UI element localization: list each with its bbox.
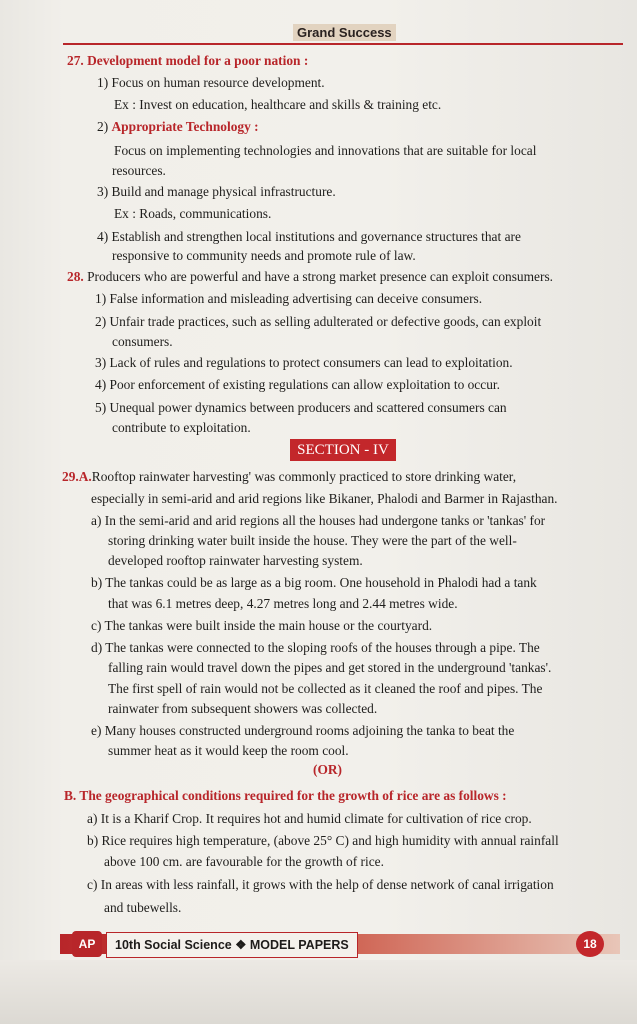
text-line [95,376,500,394]
text-line [112,162,166,180]
text-line [91,722,514,740]
text-segment: falling rain would travel down the pipes and get stored in the underground 'tankas'. [108,660,552,675]
text-segment: 1) Focus on human resource development. [97,75,325,90]
text-segment: that was 6.1 metres deep, 4.27 metres long and 2.44 metres wide. [108,596,458,611]
text-segment: c) The tankas were built inside the main house or the courtyard. [91,618,433,633]
text-segment: Producers who are powerful and have a strong market presence can exploit consumers. [83,269,553,284]
text-line [62,468,516,486]
text-segment: d) The tankas were connected to the sloping roofs of the houses through a pipe. The [91,640,540,655]
text-segment: resources. [112,163,166,178]
text-segment: Ex : Invest on education, healthcare and skills & training etc. [114,97,442,112]
page-footer [60,931,620,957]
text-segment: The first spell of rain would not be collected as it cleaned the roof and pipes. The [108,681,543,696]
footer-book-title: 10th Social Science ❖ MODEL PAPERS [106,932,358,958]
text-line [67,52,308,70]
text-segment: 2) Unfair trade practices, such as selling adulterated or defective goods, can exploit [95,314,542,329]
text-line [114,142,536,160]
section-heading-badge: SECTION - IV [290,439,396,461]
text-segment: developed rooftop rainwater harvesting system. [108,553,363,568]
text-segment: and tubewells. [104,900,182,915]
text-line [104,899,181,917]
text-segment: a) It is a Kharif Crop. It requires hot and humid climate for cultivation of rice crop. [87,811,532,826]
text-line [67,268,553,286]
text-segment: Development model for a poor nation : [83,53,309,68]
text-line [108,552,363,570]
text-line [108,700,377,718]
text-line [114,96,441,114]
text-segment: e) Many houses constructed underground rooms adjoining the tanka to beat the [91,723,515,738]
text-line [104,853,384,871]
text-line [114,205,271,223]
text-segment: 5) Unequal power dynamics between producers and scattered consumers can [95,400,507,415]
text-line [95,313,541,331]
text-segment: contribute to exploitation. [112,420,251,435]
text-segment: Focus on implementing technologies and innovations that are suitable for local [114,143,537,158]
text-line [91,512,545,530]
text-line [112,333,173,351]
text-segment: 2) [97,119,112,134]
or-separator: (OR) [313,762,343,777]
text-segment: b) The tankas could be as large as a big room. One household in Phalodi had a tank [91,575,537,590]
text-segment: responsive to community needs and promote rule of law. [112,248,416,263]
text-segment: especially in semi-arid and arid regions like Bikaner, Phalodi and Barmer in Rajasthan. [91,491,558,506]
page-bottom-edge [0,960,637,1024]
text-segment: c) In areas with less rainfall, it grows with the help of dense network of canal irrigation [87,877,554,892]
text-line [112,247,416,265]
text-line [112,419,251,437]
text-line [87,832,559,850]
text-line [108,595,458,613]
text-segment: consumers. [112,334,173,349]
text-segment: Appropriate Technology : [111,119,259,134]
text-segment: storing drinking water built inside the house. They were the part of the well- [108,533,517,548]
text-line [97,74,325,92]
text-line [97,228,521,246]
running-header-title: Grand Success [293,24,396,41]
text-line [95,354,513,372]
text-line [108,742,349,760]
text-line [87,876,554,894]
text-segment: 3) Lack of rules and regulations to protect consumers can lead to exploitation. [95,355,513,370]
text-line [91,617,432,635]
text-segment: 27. [67,53,84,68]
text-line [108,659,551,677]
text-segment: 1) False information and misleading advertising can deceive consumers. [95,291,483,306]
text-line [91,574,537,592]
text-segment: Ex : Roads, communications. [114,206,272,221]
text-segment: 4) Establish and strengthen local institutions and governance structures that are [97,229,521,244]
text-line [91,490,558,508]
text-line [64,787,507,805]
text-segment: Rooftop rainwater harvesting' was commonly practiced to store drinking water, [91,469,517,484]
text-segment: b) Rice requires high temperature, (above 25° C) and high humidity with annual rainfall [87,833,559,848]
text-segment: above 100 cm. are favourable for the growth of rice. [104,854,384,869]
text-segment: 28. [67,269,84,284]
text-segment: rainwater from subsequent showers was collected. [108,701,378,716]
text-line [97,183,336,201]
text-segment: summer heat as it would keep the room cool. [108,743,349,758]
text-segment: 3) Build and manage physical infrastructure. [97,184,336,199]
header-rule [63,43,623,45]
text-segment: B. The geographical conditions required for the growth of rice are as follows : [64,788,507,803]
text-line [108,680,542,698]
text-line [97,118,259,136]
text-segment: 4) Poor enforcement of existing regulations can allow exploitation to occur. [95,377,500,392]
page-number-badge: 18 [576,931,604,957]
footer-state-badge: AP [72,931,102,957]
text-segment: 29.A. [62,469,92,484]
text-segment: a) In the semi-arid and arid regions all the houses had undergone tanks or 'tankas' for [91,513,546,528]
text-line [91,639,540,657]
text-line [95,399,507,417]
text-line [95,290,482,308]
text-line [87,810,532,828]
text-line [108,532,517,550]
